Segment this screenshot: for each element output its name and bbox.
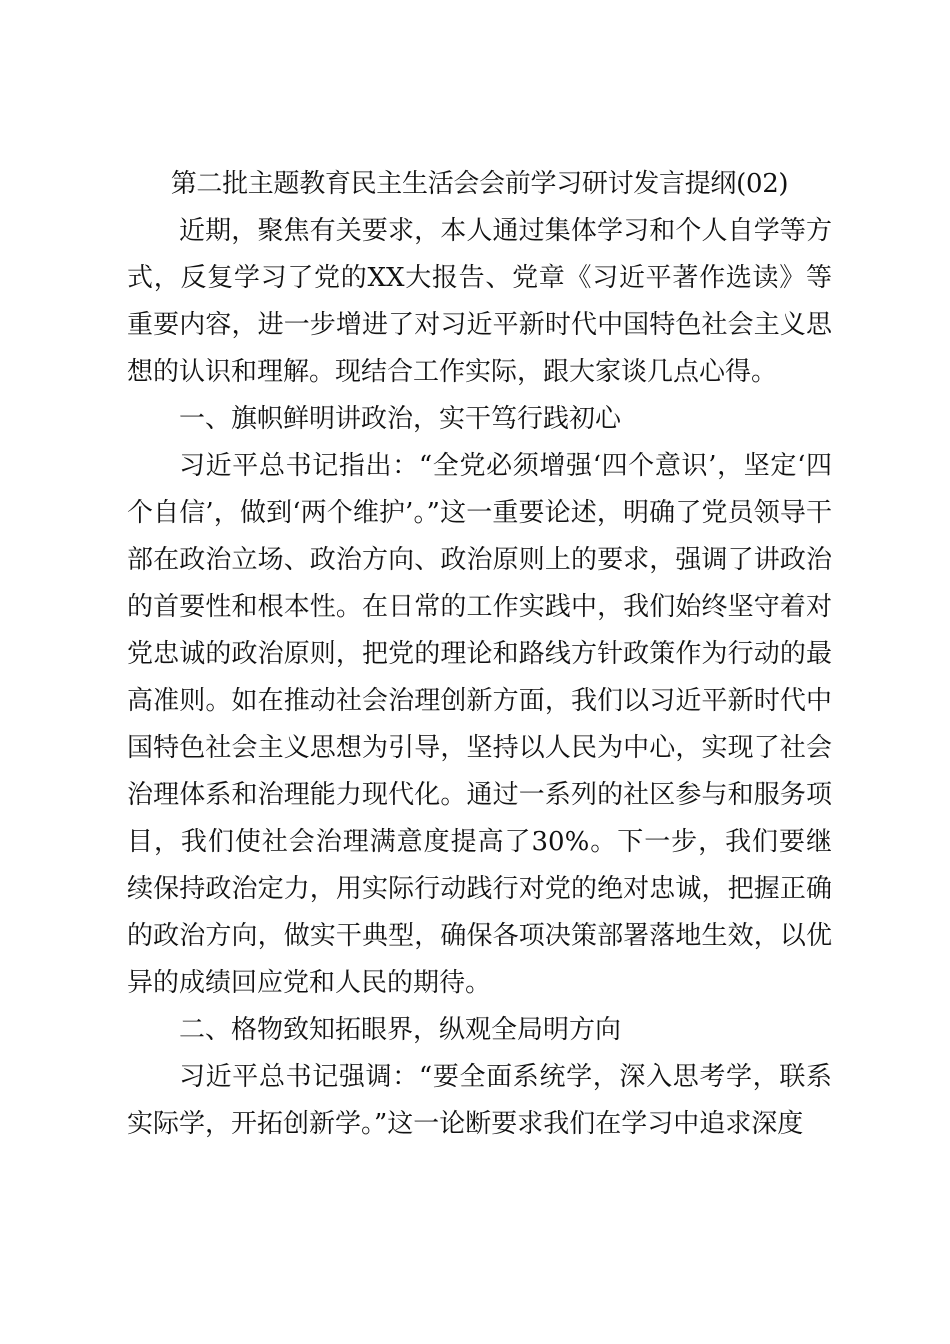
intro-paragraph: 近期，聚焦有关要求，本人通过集体学习和个人自学等方式，反复学习了党的XX大报告、党章《习近平著作选读》等重要内容，进一步增进了对习近平新时代中国特色社会主义思想的认识和理解。现结合工作实际，跟大家谈几点心得。 (127, 216, 832, 387)
document-page (127, 160, 832, 1148)
section-1-paragraph: 习近平总书记指出：“全党必须增强‘四个意识’，坚定‘四个自信’，做到‘两个维护’。”这一重要论述，明确了党员领导干部在政治立场、政治方向、政治原则上的要求，强调了讲政治的首要性和根本性。在日常的工作实践中，我们始终坚守着对党忠诚的政治原则，把党的理论和路线方针政策作为行动的最高准则。如在推动社会治理创新方面，我们以习近平新时代中国特色社会主义思想为引导，坚持以人民为中心，实现了社会治理体系和治理能力现代化。通过一系列的社区参与和服务项目，我们使社会治理满意度提高了30%。下一步，我们要继续保持政治定力，用实际行动践行对党的绝对忠诚，把握正确的政治方向，做实干典型，确保各项决策部署落地生效，以优异的成绩回应党和人民的期待。 (127, 451, 832, 998)
section-1-heading: 一、旗帜鲜明讲政治，实干笃行践初心 (179, 404, 622, 434)
section-2-paragraph: 习近平总书记强调：“要全面系统学，深入思考学，联系实际学，开拓创新学。”这一论断要求我们在学习中追求深度 (127, 1062, 832, 1139)
section-2-heading: 二、格物致知拓眼界，纵观全局明方向 (179, 1015, 622, 1045)
document-title: 第二批主题教育民主生活会会前学习研讨发言提纲(02) (170, 169, 789, 199)
